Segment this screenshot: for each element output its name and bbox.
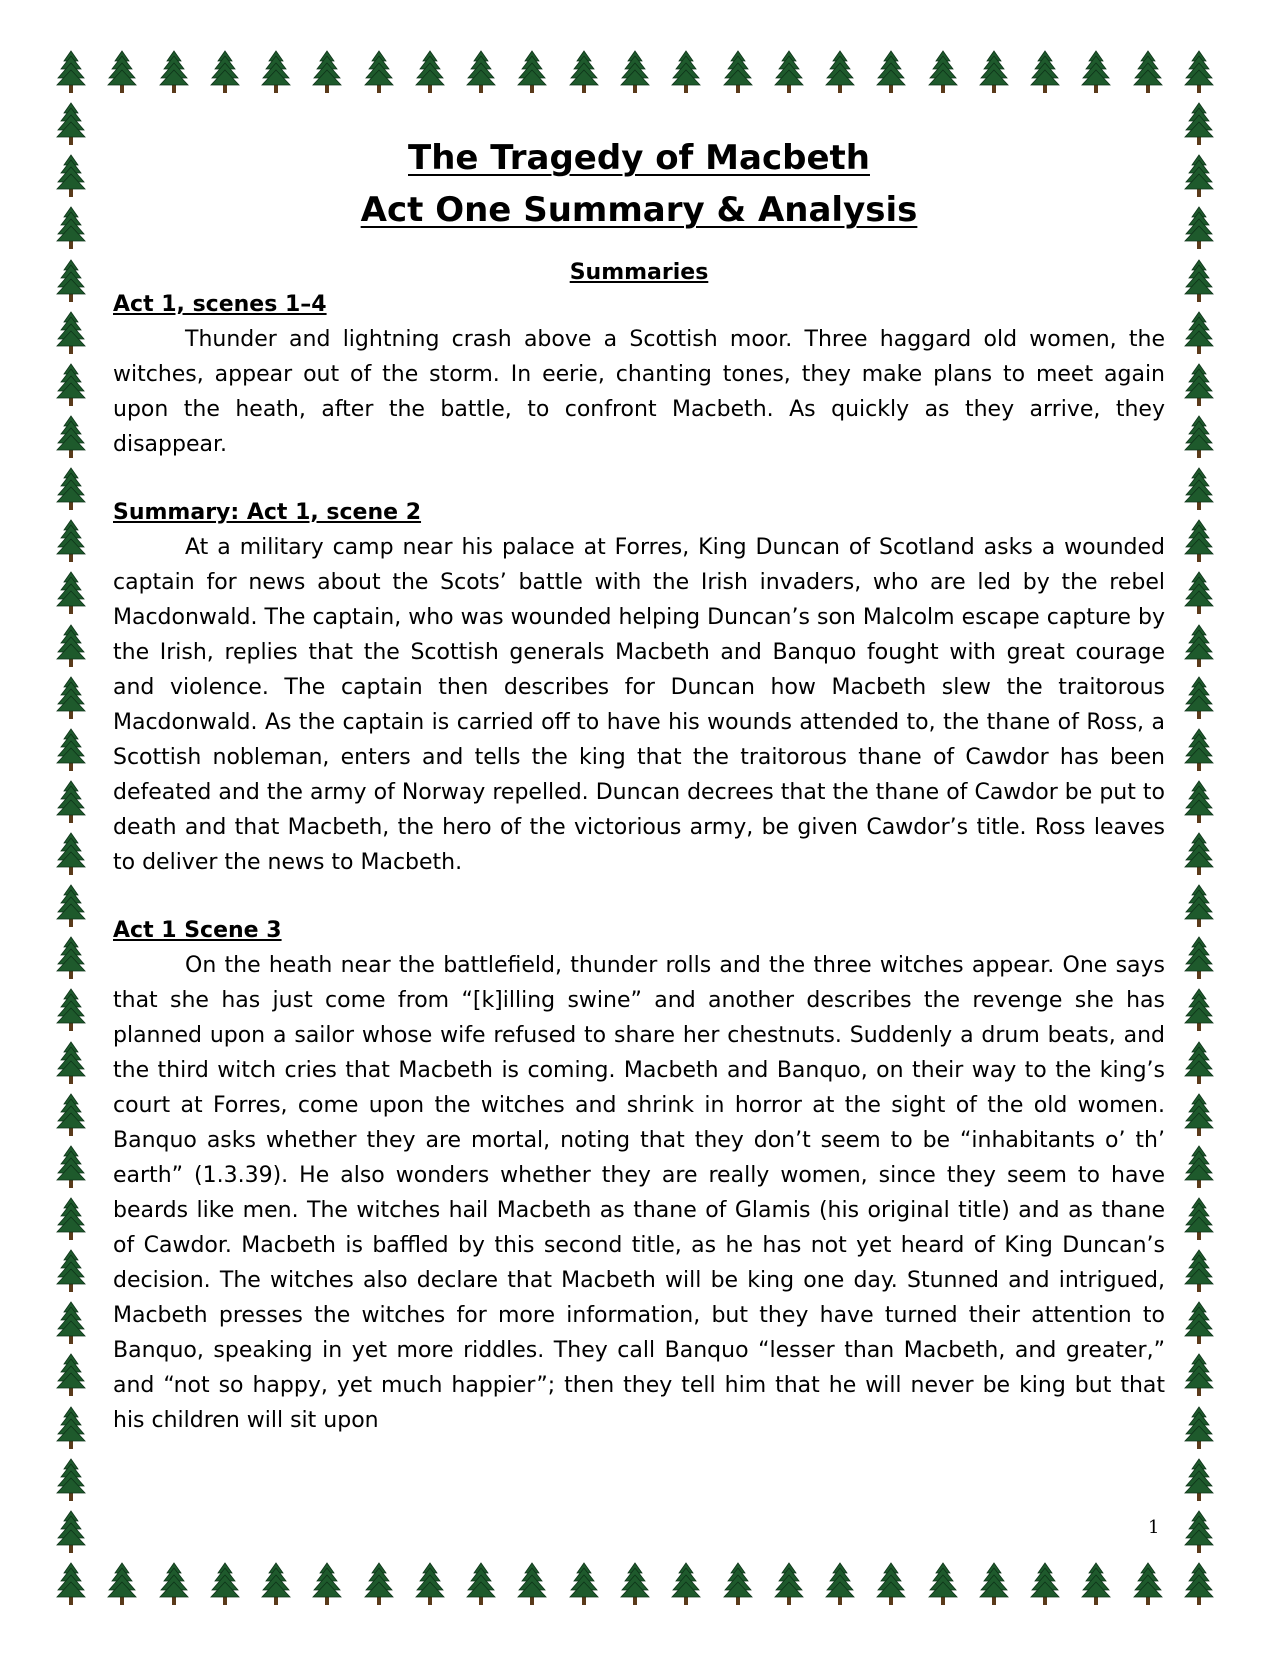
pine-tree-icon bbox=[56, 154, 86, 198]
pine-tree-icon bbox=[723, 1562, 753, 1606]
pine-tree-icon bbox=[774, 1562, 804, 1606]
pine-tree-icon bbox=[210, 1562, 240, 1606]
title-line-1: The Tragedy of Macbeth bbox=[408, 138, 870, 178]
pine-tree-icon bbox=[56, 519, 86, 563]
pine-tree-icon bbox=[723, 50, 753, 94]
pine-tree-icon bbox=[671, 1562, 701, 1606]
section-heading-2: Summary: Act 1, scene 2 bbox=[113, 500, 422, 525]
pine-tree-icon bbox=[466, 1562, 496, 1606]
pine-tree-icon bbox=[1184, 676, 1214, 720]
pine-tree-icon bbox=[1030, 1562, 1060, 1606]
pine-tree-icon bbox=[56, 102, 86, 146]
section-text-3: On the heath near the battlefield, thunder rolls and the three witches appear. One says that she has just come from “[k]illing swine” and another describes the revenge she has planned upon a sailor whose wife refused to share her chestnuts. Suddenly a drum beats, and the third witch cries that Macbeth is coming. Macbeth and Banquo, on their way to the king’s court at Forres, come upon the witches and shrink in horror at the sight of the old women. Banquo asks whether they are mortal, noting that they don’t seem to be “inhabitants o’ th’ earth” (1.3.39). He also wonders whether they are really women, since they seem to have beards like men. The witches hail Macbeth as thane of Glamis (his original title) and as thane of Cawdor. Macbeth is baffled by this second title, as he has not yet heard of King Duncan’s decision. The witches also declare that Macbeth will be king one day. Stunned and intrigued, Macbeth presses the witches for more information, but they have turned their attention to Banquo, speaking in yet more riddles. They call Banquo “lesser than Macbeth, and greater,” and “not so happy, yet much happier”; then they tell him that he will never be king but that his children will sit upon bbox=[113, 953, 1165, 1433]
pine-tree-icon bbox=[56, 1301, 86, 1345]
pine-tree-icon bbox=[1184, 1249, 1214, 1293]
pine-tree-icon bbox=[261, 50, 291, 94]
page-number: 1 bbox=[1148, 1517, 1160, 1538]
pine-tree-icon bbox=[979, 1562, 1009, 1606]
pine-tree-icon bbox=[415, 50, 445, 94]
pine-tree-icon bbox=[56, 1458, 86, 1502]
pine-tree-icon bbox=[56, 467, 86, 511]
pine-tree-icon bbox=[1081, 1562, 1111, 1606]
pine-tree-icon bbox=[979, 50, 1009, 94]
pine-tree-icon bbox=[56, 50, 86, 94]
pine-tree-icon bbox=[1184, 571, 1214, 615]
pine-tree-icon bbox=[1184, 415, 1214, 459]
pine-tree-icon bbox=[56, 1353, 86, 1397]
pine-tree-icon bbox=[928, 1562, 958, 1606]
pine-tree-icon bbox=[774, 50, 804, 94]
pine-tree-icon bbox=[1184, 1041, 1214, 1085]
pine-tree-icon bbox=[56, 1041, 86, 1085]
pine-tree-icon bbox=[56, 1197, 86, 1241]
section-text-2: At a military camp near his palace at Forres, King Duncan of Scotland asks a wounded captain for news about the Scots’ battle with the Irish invaders, who are led by the rebel Macdonwald. The captain, who was wounded helping Duncan’s son Malcolm escape capture by the Irish, replies that the Scottish generals Macbeth and Banquo fought with great courage and violence. The captain then describes for Duncan how Macbeth slew the traitorous Macdonwald. As the captain is carried off to have his wounds attended to, the thane of Ross, a Scottish nobleman, enters and tells the king that the traitorous thane of Cawdor has been defeated and the army of Norway repelled. Duncan decrees that the thane of Cawdor be put to death and that Macbeth, the hero of the victorious army, be given Cawdor’s title. Ross leaves to deliver the news to Macbeth. bbox=[113, 535, 1165, 875]
pine-tree-icon bbox=[56, 1093, 86, 1137]
pine-tree-icon bbox=[876, 50, 906, 94]
pine-tree-icon bbox=[671, 50, 701, 94]
pine-tree-icon bbox=[1184, 1197, 1214, 1241]
pine-tree-icon bbox=[56, 1510, 86, 1554]
pine-tree-icon bbox=[825, 50, 855, 94]
section-heading-3: Act 1 Scene 3 bbox=[113, 918, 282, 943]
pine-tree-icon bbox=[1184, 1093, 1214, 1137]
pine-tree-icon bbox=[1184, 728, 1214, 772]
section-text-1: Thunder and lightning crash above a Scottish moor. Three haggard old women, the witches, appear out of the storm. In eerie, chanting tones, they make plans to meet again upon the heath, after the battle, to confront Macbeth. As quickly as they arrive, they disappear. bbox=[113, 327, 1165, 457]
pine-tree-icon bbox=[1184, 1458, 1214, 1502]
document-body bbox=[113, 132, 1165, 1438]
pine-tree-icon bbox=[1184, 102, 1214, 146]
pine-tree-icon bbox=[620, 1562, 650, 1606]
pine-tree-icon bbox=[261, 1562, 291, 1606]
pine-tree-icon bbox=[1184, 884, 1214, 928]
title-line-2: Act One Summary & Analysis bbox=[360, 190, 918, 230]
pine-tree-icon bbox=[159, 1562, 189, 1606]
pine-tree-icon bbox=[1184, 1145, 1214, 1189]
pine-tree-icon bbox=[56, 1406, 86, 1450]
pine-tree-icon bbox=[56, 624, 86, 668]
pine-tree-icon bbox=[364, 50, 394, 94]
pine-tree-icon bbox=[1081, 50, 1111, 94]
pine-tree-icon bbox=[364, 1562, 394, 1606]
pine-tree-icon bbox=[620, 50, 650, 94]
pine-tree-icon bbox=[56, 676, 86, 720]
pine-tree-icon bbox=[1184, 519, 1214, 563]
pine-tree-icon bbox=[825, 1562, 855, 1606]
pine-tree-icon bbox=[312, 50, 342, 94]
pine-tree-icon bbox=[312, 1562, 342, 1606]
pine-tree-icon bbox=[1184, 1353, 1214, 1397]
pine-tree-icon bbox=[517, 1562, 547, 1606]
pine-tree-icon bbox=[210, 50, 240, 94]
pine-tree-icon bbox=[56, 206, 86, 250]
pine-tree-icon bbox=[56, 884, 86, 928]
pine-tree-icon bbox=[107, 1562, 137, 1606]
pine-tree-icon bbox=[56, 259, 86, 303]
pine-tree-icon bbox=[1184, 311, 1214, 355]
pine-tree-icon bbox=[1133, 1562, 1163, 1606]
pine-tree-icon bbox=[1184, 780, 1214, 824]
pine-tree-icon bbox=[56, 936, 86, 980]
pine-tree-icon bbox=[1184, 1562, 1214, 1606]
pine-tree-icon bbox=[56, 1145, 86, 1189]
pine-tree-icon bbox=[1184, 206, 1214, 250]
pine-tree-icon bbox=[569, 1562, 599, 1606]
summaries-label: Summaries bbox=[569, 260, 709, 285]
pine-tree-icon bbox=[517, 50, 547, 94]
pine-tree-icon bbox=[107, 50, 137, 94]
pine-tree-icon bbox=[1184, 988, 1214, 1032]
pine-tree-icon bbox=[415, 1562, 445, 1606]
pine-tree-icon bbox=[1184, 259, 1214, 303]
pine-tree-icon bbox=[1184, 832, 1214, 876]
pine-tree-icon bbox=[1184, 363, 1214, 407]
pine-tree-icon bbox=[56, 780, 86, 824]
pine-tree-icon bbox=[56, 1249, 86, 1293]
pine-tree-icon bbox=[1184, 1406, 1214, 1450]
pine-tree-icon bbox=[1184, 50, 1214, 94]
pine-tree-icon bbox=[56, 988, 86, 1032]
pine-tree-icon bbox=[569, 50, 599, 94]
pine-tree-icon bbox=[56, 1562, 86, 1606]
pine-tree-icon bbox=[928, 50, 958, 94]
pine-tree-icon bbox=[1184, 467, 1214, 511]
pine-tree-icon bbox=[56, 415, 86, 459]
pine-tree-icon bbox=[466, 50, 496, 94]
pine-tree-icon bbox=[1184, 1301, 1214, 1345]
pine-tree-icon bbox=[1133, 50, 1163, 94]
section-heading-1: Act 1, scenes 1–4 bbox=[113, 292, 327, 317]
pine-tree-icon bbox=[1184, 936, 1214, 980]
pine-tree-icon bbox=[1184, 1510, 1214, 1554]
pine-tree-icon bbox=[1030, 50, 1060, 94]
pine-tree-icon bbox=[56, 311, 86, 355]
pine-tree-icon bbox=[56, 363, 86, 407]
pine-tree-icon bbox=[56, 728, 86, 772]
pine-tree-icon bbox=[1184, 624, 1214, 668]
pine-tree-icon bbox=[56, 832, 86, 876]
pine-tree-icon bbox=[56, 571, 86, 615]
pine-tree-icon bbox=[876, 1562, 906, 1606]
pine-tree-icon bbox=[159, 50, 189, 94]
pine-tree-icon bbox=[1184, 154, 1214, 198]
